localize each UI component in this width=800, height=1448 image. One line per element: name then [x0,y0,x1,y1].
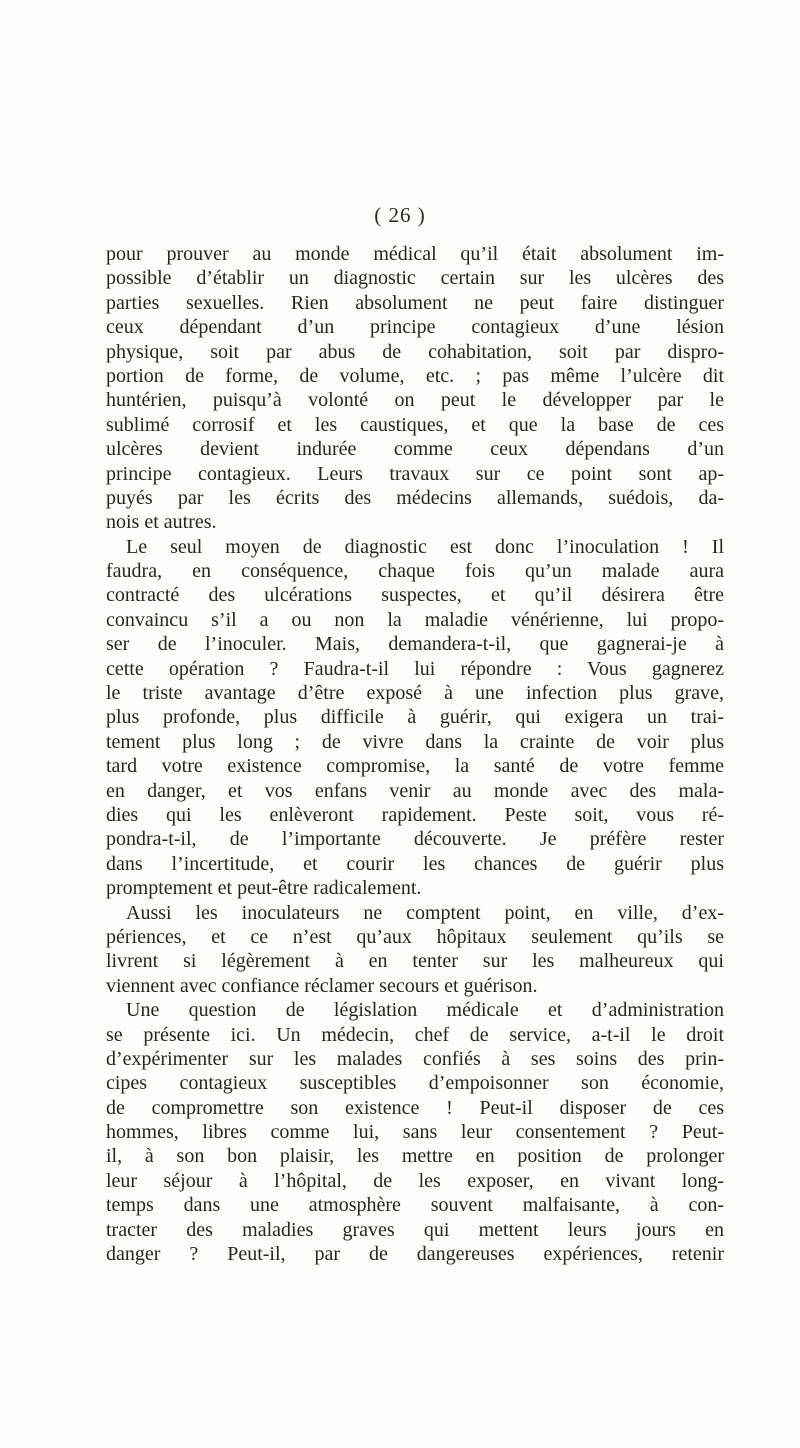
paragraph [106,242,724,535]
text-line: sublimé corrosif et les caustiques, et que la base de ces [106,413,724,436]
text-line: cette opération ? Faudra-t-il lui répondre : Vous gagnerez [106,657,724,680]
text-line: contracté des ulcérations suspectes, et qu’il désirera être [106,584,724,607]
text-line: Le seul moyen de diagnostic est donc l’inoculation ! Il [126,535,724,558]
text-line: ulcères devient indurée comme ceux dépendans d’un [106,438,724,461]
text-line: dans l’incertitude, et courir les chances de guérir plus [106,852,724,875]
text-line: Aussi les inoculateurs ne comptent point, en ville, d’ex- [126,901,724,924]
text-line: en danger, et vos enfans venir au monde avec des mala- [106,779,724,802]
text-line: de compromettre son existence ! Peut-il disposer de ces [106,1096,724,1119]
text-line: pondra-t-il, de l’importante découverte. Je préfère rester [106,828,724,851]
text-line: se présente ici. Un médecin, chef de service, a-t-il le droit [106,1023,724,1046]
text-line: tracter des maladies graves qui mettent leurs jours en [106,1218,724,1241]
text-line: Une question de législation médicale et d’administration [126,999,724,1022]
text-line: faudra, en conséquence, chaque fois qu’un malade aura [106,560,724,583]
text-line: cipes contagieux susceptibles d’empoisonner son économie, [106,1072,724,1095]
text-line: portion de forme, de volume, etc. ; pas même l’ulcère dit [106,364,724,387]
text-line: tard votre existence compromise, la santé de votre femme [106,755,724,778]
text-line: huntérien, puisqu’à volonté on peut le développer par le [106,389,724,412]
text-line: plus profonde, plus difficile à guérir, qui exigera un trai- [106,706,724,729]
text-line: danger ? Peut-il, par de dangereuses expériences, retenir [106,1243,724,1266]
text-line: temps dans une atmosphère souvent malfaisante, à con- [106,1194,724,1217]
text-line: périences, et ce n’est qu’aux hôpitaux seulement qu’ils se [106,925,724,948]
text-line: principe contagieux. Leurs travaux sur ce point sont ap- [106,462,724,485]
text-line: puyés par les écrits des médecins allemands, suédois, da- [106,486,724,509]
text-line: livrent si légèrement à en tenter sur les malheureux qui [106,950,724,973]
text-line: physique, soit par abus de cohabitation, soit par dispro- [106,340,724,363]
text-line: possible d’établir un diagnostic certain sur les ulcères des [106,267,724,290]
page-number: ( 26 ) [374,203,426,227]
text-line: dies qui les enlèveront rapidement. Peste soit, vous ré- [106,803,724,826]
text-line: ceux dépendant d’un principe contagieux d’une lésion [106,316,724,339]
text-line: promptement et peut-être radicalement. [106,877,422,900]
text-line: il, à son bon plaisir, les mettre en position de prolonger [106,1145,724,1168]
text-line: tement plus long ; de vivre dans la crainte de voir plus [106,730,724,753]
text-line: hommes, libres comme lui, sans leur consentement ? Peut- [106,1121,724,1144]
paragraph [106,998,724,1266]
paragraph [106,535,724,901]
text-line: nois et autres. [106,511,217,534]
text-line: d’expérimenter sur les malades confiés à ses soins des prin- [106,1047,724,1070]
text-line: pour prouver au monde médical qu’il était absolument im- [106,243,724,265]
text-line: ser de l’inoculer. Mais, demandera-t-il, que gagnerai-je à [106,633,724,656]
text-line: leur séjour à l’hôpital, de les exposer, en vivant long- [106,1169,724,1192]
body-text [106,242,724,1266]
text-line: convaincu s’il a ou non la maladie vénérienne, lui propo- [106,608,724,631]
paragraph [106,901,724,999]
text-line: parties sexuelles. Rien absolument ne peut faire distinguer [106,291,724,314]
text-line: viennent avec confiance réclamer secours et guérison. [106,974,538,997]
text-line: le triste avantage d’être exposé à une infection plus grave, [106,682,724,705]
